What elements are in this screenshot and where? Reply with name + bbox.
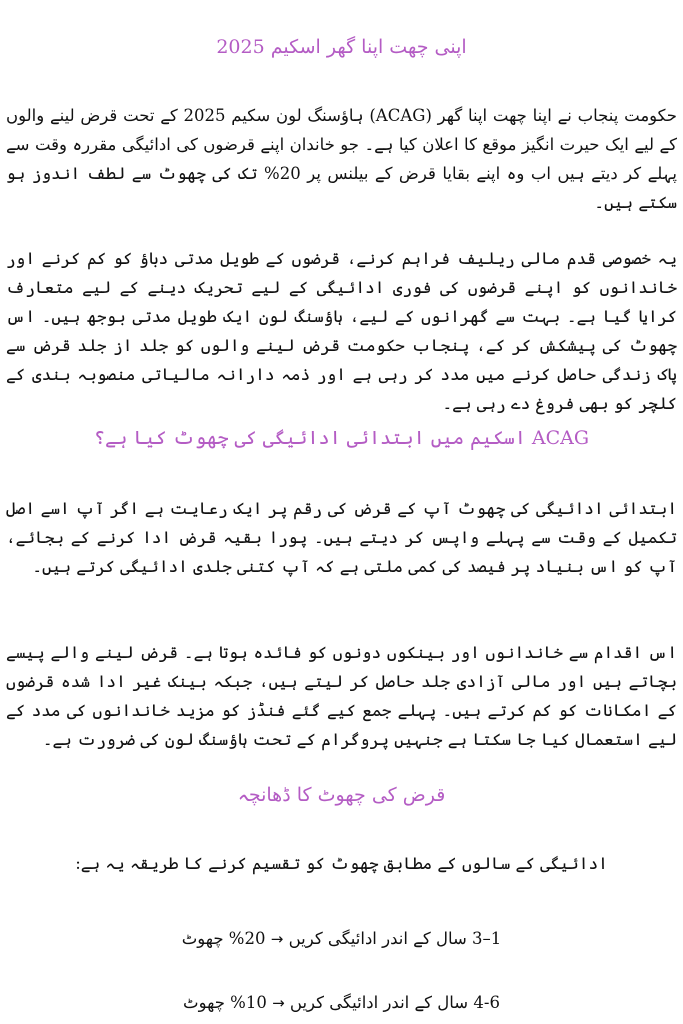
- tier-discount: 10% چھوٹ: [183, 993, 267, 1012]
- arrow-icon: →: [272, 994, 285, 1012]
- discount-tier-item: [6, 925, 677, 953]
- tier-period: 1–3 سال کے اندر ادائیگی کریں: [288, 929, 502, 948]
- relief-paragraph: یہ خصوصی قدم مالی ریلیف فراہم کرنے، قرضوں کے طویل مدتی دباؤ کو کم کرنے اور خاندانوں کو اپنے قرضوں کی فوری ادائیگی کے لیے تحریک دینے کے لیے متعارف کرایا گیا ہے۔ بہت سے گھرانوں کے لیے، ہاؤسنگ لون ایک طویل مدتی بوجھ ہیں۔ اس چھوٹ کی پیشکش کر کے، پنجاب حکومت قرض لینے والوں کو جلد از جلد قرض سے پاک زندگی حاصل کرنے میں مدد کر رہی ہے اور ذمہ دارانہ مالیاتی منصوبہ بندی کے کلچر کو بھی فروغ دے رہی ہے۔: [6, 249, 677, 413]
- discount-tier-item: [6, 989, 677, 1017]
- benefit-paragraph: اس اقدام سے خاندانوں اور بینکوں دونوں کو فائدہ ہوتا ہے۔ قرض لینے والے پیسے بچاتے ہیں اور مالی آزادی جلد حاصل کر لیتے ہیں، جبکہ بینک غیر ادا شدہ قرضوں کے امکانات کو کم کرتے ہیں۔ پہلے جمع کیے گئے فنڈز کو مزید خاندانوں کی مدد کے لیے استعمال کیا جا سکتا ہے جنہیں پروگرام کے تحت ہاؤسنگ لون کی ضرورت ہے۔: [6, 643, 677, 749]
- arrow-icon: →: [270, 930, 284, 948]
- intro-paragraph: حکومت پنجاب نے اپنا چھت اپنا گھر (ACAG) ہاؤسنگ لون سکیم 2025 کے تحت قرض لینے والوں کے لیے ایک حیرت انگیز موقع کا اعلان کیا ہے۔ جو خاندان اپنے قرضوں کی ادائیگی مقررہ وقت سے پہلے کر دیتے ہیں اب وہ اپنے بقایا قرض کے بیلنس پر 20% تک کی چھوٹ سے لطف اندوز ہو سکتے ہیں۔: [6, 106, 677, 212]
- section-heading-discount-structure: قرض کی چھوٹ کا ڈھانچہ: [237, 784, 446, 806]
- method-line: ادائیگی کے سالوں کے مطابق چھوٹ کو تقسیم کرنے کا طریقہ یہ ہے:: [75, 854, 608, 873]
- tier-period: 4-6 سال کے اندر ادائیگی کریں: [289, 993, 500, 1012]
- tier-discount: 20% چھوٹ: [181, 929, 266, 948]
- article-title: اپنی چھت اپنا گھر اسکیم 2025: [216, 36, 467, 58]
- definition-paragraph: ابتدائی ادائیگی کی چھوٹ آپ کے قرض کی رقم پر ایک رعایت ہے اگر آپ اسے اصل تکمیل کے وقت سے پہلے واپس کر دیتے ہیں۔ پورا بقیہ قرض ادا کرنے کے بجائے، آپ کو اس بنیاد پر فیصد کی کمی ملتی ہے کہ آپ کتنی جلدی ادائیگی کرتے ہیں۔: [6, 499, 677, 576]
- section-heading-what-is-discount: ACAG اسکیم میں ابتدائی ادائیگی کی چھوٹ کیا ہے؟: [93, 427, 590, 449]
